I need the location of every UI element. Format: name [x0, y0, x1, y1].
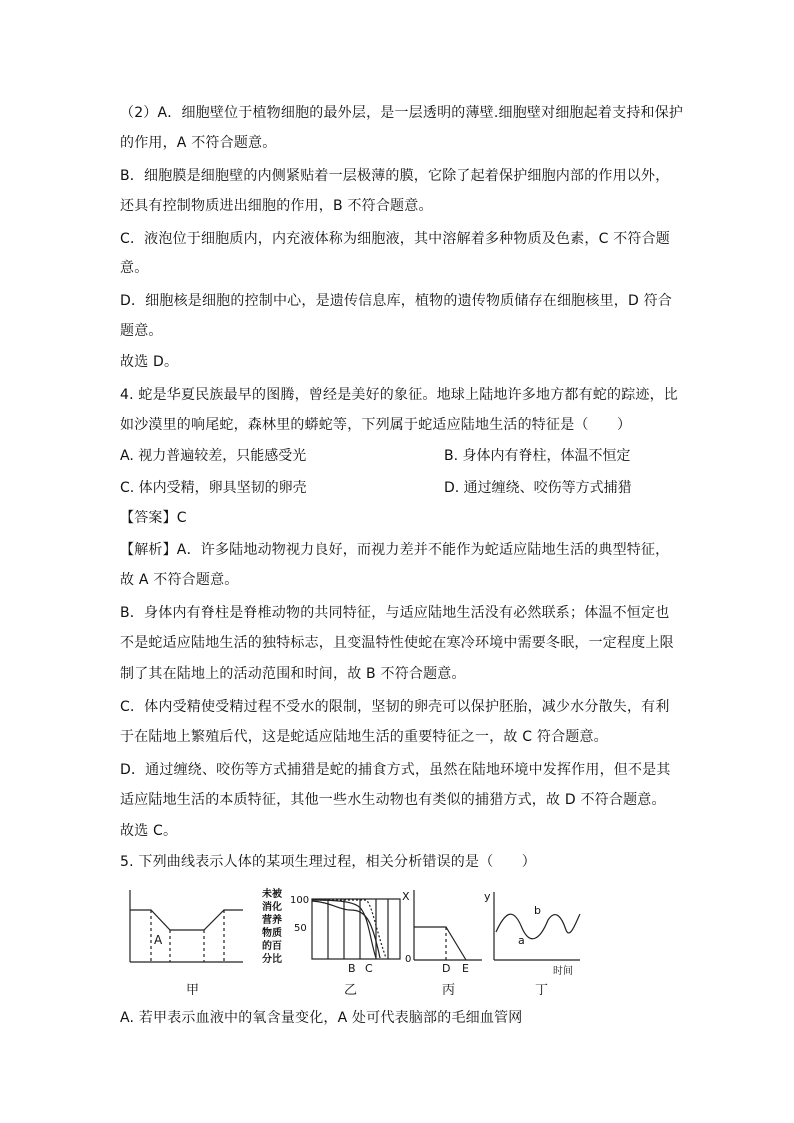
analysis-line: 制了其在陆地上的活动范围和时间，故 B 不符合题意。: [120, 666, 466, 682]
svg-text:物质: 物质: [262, 928, 282, 939]
option-5a: A. 若甲表示血液中的氧含量变化，A 处可代表脑部的毛细血管网: [120, 1010, 523, 1026]
figure-ding: [494, 892, 580, 960]
analysis-line: 故 A 不符合题意。: [120, 572, 239, 588]
analysis-line: 适应陆地生活的本质特征，其他一些水生动物也有类似的捕猎方式，故 D 不符合题意。: [120, 792, 666, 808]
yi-label-b: B: [348, 962, 356, 975]
question-5-stem: 5. 下列曲线表示人体的某项生理过程，相关分析错误的是（ ）: [120, 854, 537, 870]
figure-bing: [414, 890, 482, 960]
question-4-stem: 如沙漠里的响尾蛇，森林里的蟒蛇等，下列属于蛇适应陆地生活的特征是（ ）: [120, 417, 632, 433]
text-line: （2）A．细胞壁位于植物细胞的最外层，是一层透明的薄壁.细胞壁对细胞起着支持和保护: [120, 105, 684, 121]
figure-jia: [130, 890, 243, 962]
bing-tick-0: 0: [405, 954, 412, 965]
jia-label-a: A: [154, 933, 163, 947]
yi-label-c: C: [365, 962, 373, 975]
analysis-line: 【解析】A．许多陆地动物视力良好，而视力差并不能作为蛇适应陆地生活的典型特征，: [120, 542, 670, 558]
analysis-line: 故选 C。: [120, 823, 178, 839]
text-line: 还具有控制物质进出细胞的作用，B 不符合题意。: [120, 198, 433, 214]
ding-xlabel: 时间: [553, 966, 573, 977]
analysis-line: 于在陆地上繁殖后代，这是蛇适应陆地生活的重要特征之一，故 C 符合题意。: [120, 729, 608, 745]
figure-yi-ylabel: [262, 887, 283, 965]
answer-label: 【答案】C: [120, 510, 187, 526]
ding-label-b: b: [534, 904, 541, 917]
text-line: C．液泡位于细胞质内，内充液体称为细胞液，其中溶解着多种物质及色素，C 不符合题: [120, 231, 670, 247]
option-4c: C. 体内受精，卵具坚韧的卵壳: [120, 480, 307, 496]
bing-curve: [414, 927, 466, 960]
svg-text:的百: 的百: [262, 941, 282, 952]
analysis-line: 不是蛇适应陆地生活的独特标志，且变温特性使蛇在寒冷环境中需要冬眠，一定程度上限: [120, 635, 674, 651]
yi-caption: 乙: [344, 983, 358, 995]
svg-text:未被: 未被: [262, 889, 282, 900]
yi-curve-1: [312, 901, 380, 958]
text-line: B．细胞膜是细胞壁的内侧紧贴着一层极薄的膜，它除了起着保护细胞内部的作用以外，: [120, 168, 670, 184]
jia-caption: 甲: [186, 983, 200, 995]
analysis-line: B．身体内有脊柱是脊椎动物的共同特征，与适应陆地生活没有必然联系；体温不恒定也: [120, 605, 670, 621]
ding-label-a: a: [518, 934, 525, 947]
ding-label-y: y: [484, 890, 491, 903]
yi-curve-3: [312, 900, 386, 958]
bing-label-e: E: [462, 962, 469, 975]
yi-tick-50: 50: [294, 923, 307, 934]
bing-caption: 丙: [442, 983, 456, 995]
question-4-stem: 4. 蛇是华夏民族最早的图腾，曾经是美好的象征。地球上陆地许多地方都有蛇的踪迹，比: [120, 387, 679, 403]
option-4a: A. 视力普遍较差，只能感受光: [120, 448, 307, 464]
text-line: D．细胞核是细胞的控制中心，是遗传信息库，植物的遗传物质储存在细胞核里，D 符合: [120, 293, 673, 309]
ding-caption: 丁: [535, 983, 549, 995]
text-line: 故选 D。: [120, 354, 179, 370]
figures-panel: [0, 880, 794, 995]
figure-yi: [312, 899, 400, 959]
text-line: 题意。: [120, 323, 163, 339]
ding-curve: [496, 914, 580, 939]
svg-text:消化: 消化: [262, 902, 282, 913]
svg-text:营养: 营养: [262, 915, 282, 926]
analysis-line: D．通过缠绕、咬伤等方式捕猎是蛇的捕食方式，虽然在陆地环境中发挥作用，但不是其: [120, 762, 671, 778]
yi-label-x: X: [402, 890, 410, 903]
bing-label-d: D: [442, 962, 451, 975]
text-line: 意。: [120, 260, 149, 276]
option-4d: D. 通过缠绕、咬伤等方式捕猎: [444, 480, 632, 496]
yi-frame: [312, 899, 400, 959]
yi-tick-100: 100: [290, 895, 310, 906]
option-4b: B. 身体内有脊柱，体温不恒定: [444, 448, 631, 464]
text-line: 的作用，A 不符合题意。: [120, 135, 277, 151]
jia-curve: [130, 910, 243, 930]
svg-text:分比: 分比: [262, 954, 282, 965]
analysis-line: C．体内受精使受精过程不受水的限制，坚韧的卵壳可以保护胚胎，减少水分散失，有利: [120, 699, 670, 715]
